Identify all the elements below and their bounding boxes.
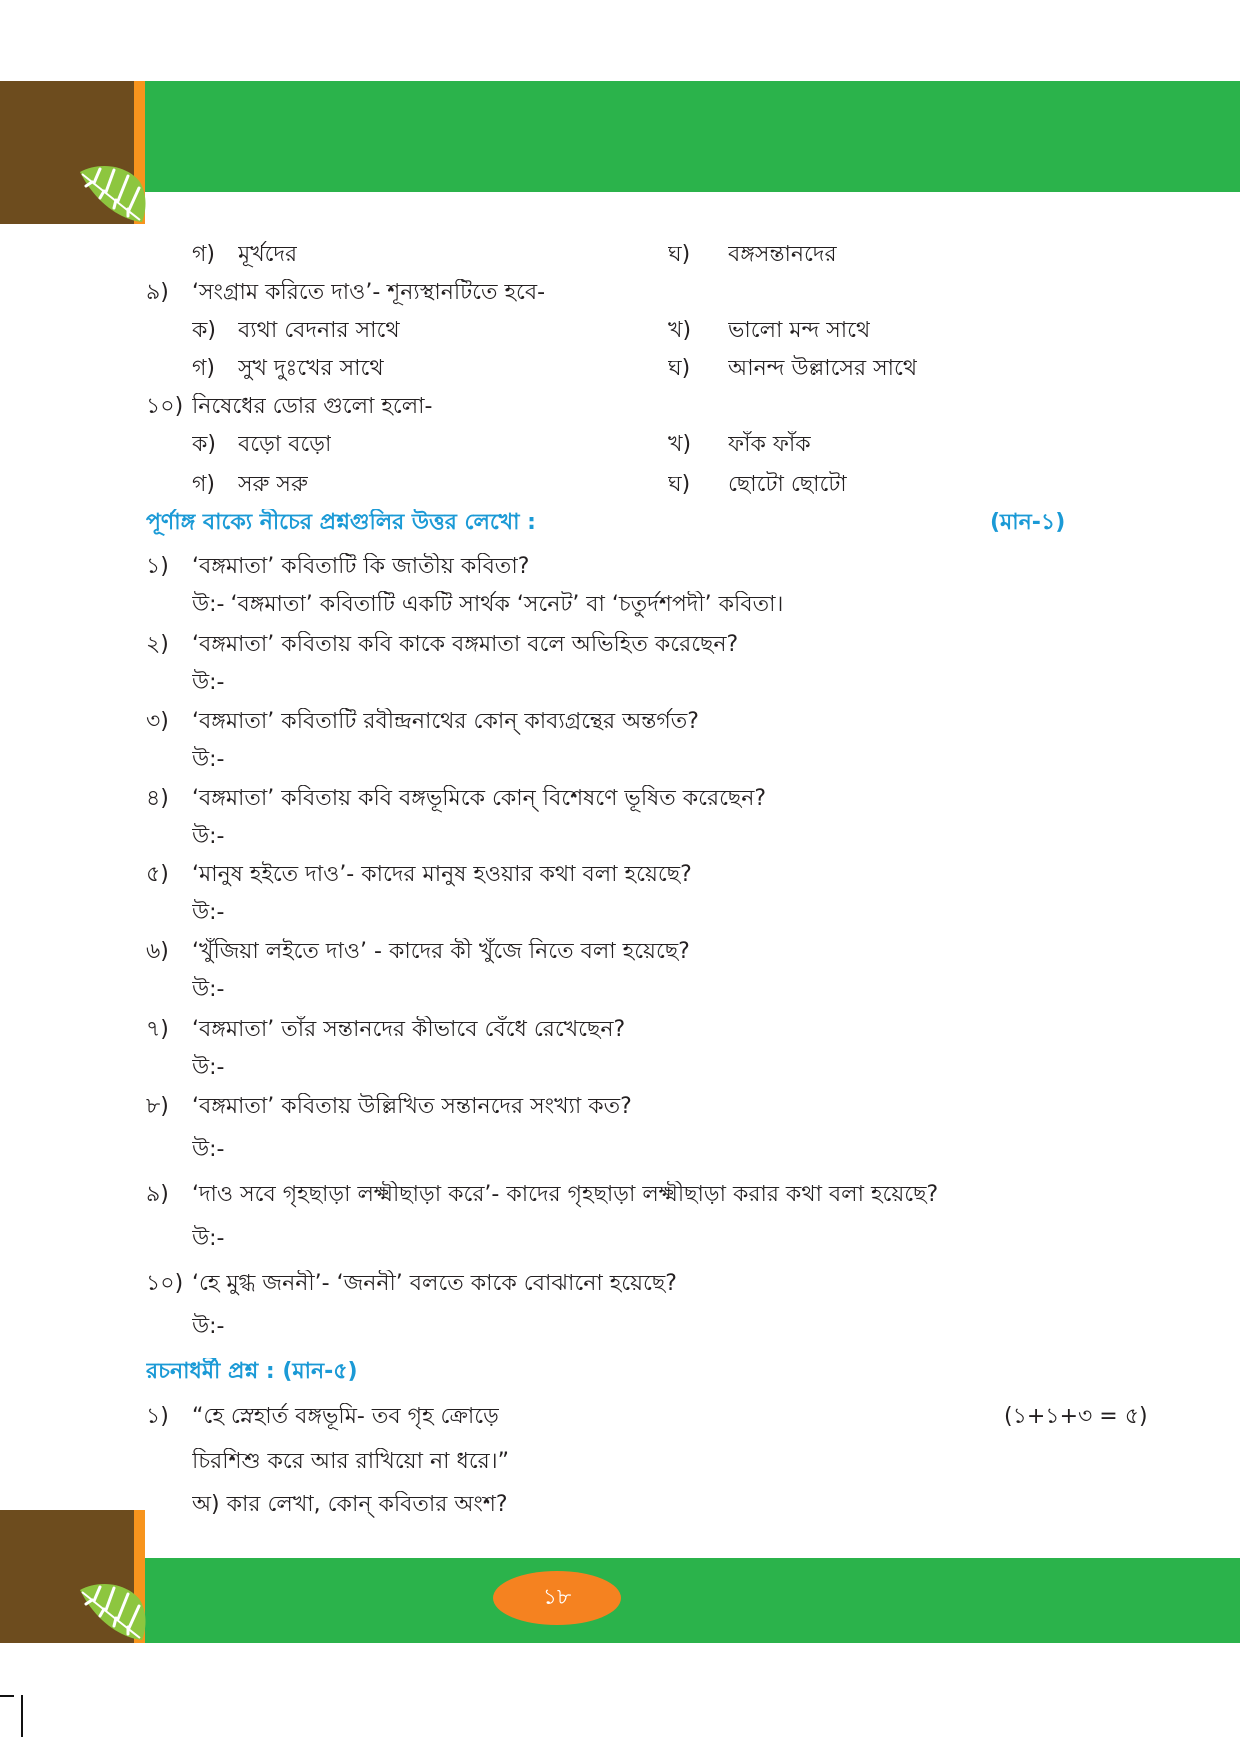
section-heading: পূর্ণাঙ্গ বাক্যে নীচের প্রশ্নগুলির উত্তর লেখো : — [146, 510, 536, 535]
answer-text: ‘বঙ্গমাতা’ কবিতাটি একটি সার্থক ‘সনেট’ বা ‘চতুর্দশপদী’ কবিতা। — [230, 592, 784, 617]
option-text: সুখ দুঃখের সাথে — [238, 356, 384, 381]
option-text: মূর্খদের — [238, 242, 298, 267]
essay-marks: (১+১+৩ = ৫) — [1004, 1404, 1148, 1429]
option-label: ক) — [192, 318, 216, 343]
answer-row — [0, 591, 1240, 619]
question-number: ১০) — [146, 1271, 184, 1296]
header-green-band — [145, 81, 1240, 192]
question-text: ‘বঙ্গমাতা’ তাঁর সন্তানদের কীভাবে বেঁধে রেখেছেন? — [192, 1017, 626, 1042]
section-header-essay — [0, 1358, 1240, 1386]
question-text: ‘বঙ্গমাতা’ কবিতাটি কি জাতীয় কবিতা? — [192, 554, 530, 579]
answer-row — [0, 1313, 1240, 1341]
answer-row — [0, 669, 1240, 697]
section-marks: (মান-১) — [990, 510, 1066, 535]
option-text: ব্যথা বেদনার সাথে — [238, 318, 400, 343]
question-row — [0, 1270, 1240, 1298]
question-row — [0, 1181, 1240, 1209]
question-number: ৬) — [146, 939, 169, 964]
option-row — [0, 317, 1240, 345]
question-text: ‘বঙ্গমাতা’ কবিতায় কবি কাকে বঙ্গমাতা বলে অভিহিত করেছেন? — [192, 632, 739, 657]
essay-quote-line: চিরশিশু করে আর রাখিয়ো না ধরে।” — [192, 1449, 510, 1474]
question-text: ‘দাও সবে গৃহছাড়া লক্ষ্মীছাড়া করে’- কাদের গৃহছাড়া লক্ষ্মীছাড়া করার কথা বলা হয়েছে? — [192, 1182, 939, 1207]
option-row — [0, 471, 1240, 499]
question-text: ‘বঙ্গমাতা’ কবিতায় উল্লিখিত সন্তানদের সংখ্যা কত? — [192, 1094, 632, 1119]
mcq-question — [0, 279, 1240, 307]
question-row — [0, 861, 1240, 889]
crop-mark-horizontal — [0, 1695, 14, 1697]
leaf-icon-graphic — [76, 162, 148, 224]
answer-label: উ:- — [192, 1314, 225, 1339]
answer-label: উ:- — [192, 1055, 225, 1080]
question-text: ‘বঙ্গমাতা’ কবিতায় কবি বঙ্গভূমিকে কোন্ বিশেষণে ভূষিত করেছেন? — [192, 786, 767, 811]
answer-label: উ:- — [192, 900, 225, 925]
option-label: গ) — [192, 472, 216, 497]
essay-quote-row — [0, 1448, 1240, 1476]
option-text: সরু সরু — [238, 472, 308, 497]
question-number: ৭) — [146, 1017, 169, 1042]
question-number: ৫) — [146, 862, 169, 887]
question-text: নিষেধের ডোর গুলো হলো- — [192, 394, 433, 419]
option-label: গ) — [192, 356, 216, 381]
essay-quote-line: “হে স্নেহার্ত বঙ্গভূমি- তব গৃহ ক্রোড়ে — [192, 1404, 499, 1429]
answer-content — [192, 591, 783, 619]
answer-label: উ:- — [192, 1137, 225, 1162]
question-number: ১) — [146, 554, 169, 579]
question-row — [0, 708, 1240, 736]
page-number: ১৮ — [542, 1584, 572, 1610]
question-number: ৪) — [146, 786, 169, 811]
answer-row — [0, 899, 1240, 927]
question-number: ৯) — [146, 1182, 169, 1207]
option-label: গ) — [192, 242, 216, 267]
option-label: ক) — [192, 432, 216, 457]
leaf-icon — [76, 1580, 148, 1642]
answer-row — [0, 1054, 1240, 1082]
option-text: ছোটো ছোটো — [728, 472, 847, 497]
crop-mark-vertical — [21, 1695, 23, 1737]
answer-label: উ:- — [192, 670, 225, 695]
answer-row — [0, 976, 1240, 1004]
option-row — [0, 241, 1240, 269]
question-text: ‘খুঁজিয়া লইতে দাও’ - কাদের কী খুঁজে নিতে বলা হয়েছে? — [192, 939, 690, 964]
question-row — [0, 631, 1240, 659]
option-label: ঘ) — [668, 472, 691, 497]
section-header-short-answer — [0, 509, 1240, 537]
option-text: বড়ো বড়ো — [238, 432, 332, 457]
question-row — [0, 785, 1240, 813]
question-number: ২) — [146, 632, 169, 657]
question-text: ‘হে মুগ্ধ জননী’- ‘জননী’ বলতে কাকে বোঝানো হয়েছে? — [192, 1271, 677, 1296]
answer-label: উ:- — [192, 824, 225, 849]
question-text: ‘মানুষ হইতে দাও’- কাদের মানুষ হওয়ার কথা বলা হয়েছে? — [192, 862, 692, 887]
option-text: ফাঁক ফাঁক — [728, 432, 811, 457]
leaf-icon — [76, 162, 148, 224]
essay-sub-question: অ) কার লেখা, কোন্ কবিতার অংশ? — [192, 1492, 508, 1517]
question-row — [0, 1016, 1240, 1044]
option-row — [0, 431, 1240, 459]
essay-question-row — [0, 1403, 1240, 1431]
option-label: খ) — [668, 318, 692, 343]
option-text: ভালো মন্দ সাথে — [728, 318, 871, 343]
answer-label: উ:- — [192, 747, 225, 772]
question-number: ৮) — [146, 1094, 169, 1119]
question-text: ‘সংগ্রাম করিতে দাও’- শূন্যস্থানটিতে হবে- — [192, 280, 546, 305]
essay-sub-question-row — [0, 1491, 1240, 1519]
option-label: ঘ) — [668, 242, 691, 267]
question-number: ৩) — [146, 709, 169, 734]
option-label: ঘ) — [668, 356, 691, 381]
answer-row — [0, 1225, 1240, 1253]
question-row — [0, 1093, 1240, 1121]
answer-row — [0, 823, 1240, 851]
answer-row — [0, 746, 1240, 774]
question-row — [0, 553, 1240, 581]
option-label: খ) — [668, 432, 692, 457]
answer-label: উ:- — [192, 977, 225, 1002]
question-row — [0, 938, 1240, 966]
footer-green-band — [145, 1558, 1240, 1643]
mcq-question — [0, 393, 1240, 421]
section-heading: রচনাধর্মী প্রশ্ন : (মান-৫) — [146, 1359, 358, 1384]
leaf-icon-graphic — [76, 1580, 148, 1642]
answer-label: উ:- — [192, 1226, 225, 1251]
option-text: বঙ্গসন্তানদের — [728, 242, 837, 267]
page-number-badge — [493, 1571, 621, 1625]
answer-row — [0, 1136, 1240, 1164]
question-number: ১০) — [146, 394, 184, 419]
question-number: ১) — [146, 1404, 169, 1429]
question-text: ‘বঙ্গমাতা’ কবিতাটি রবীন্দ্রনাথের কোন্ কাব্যগ্রন্থের অন্তর্গত? — [192, 709, 699, 734]
option-text: আনন্দ উল্লাসের সাথে — [728, 356, 918, 381]
option-row — [0, 355, 1240, 383]
question-number: ৯) — [146, 280, 169, 305]
answer-label: উ:- — [192, 592, 225, 617]
